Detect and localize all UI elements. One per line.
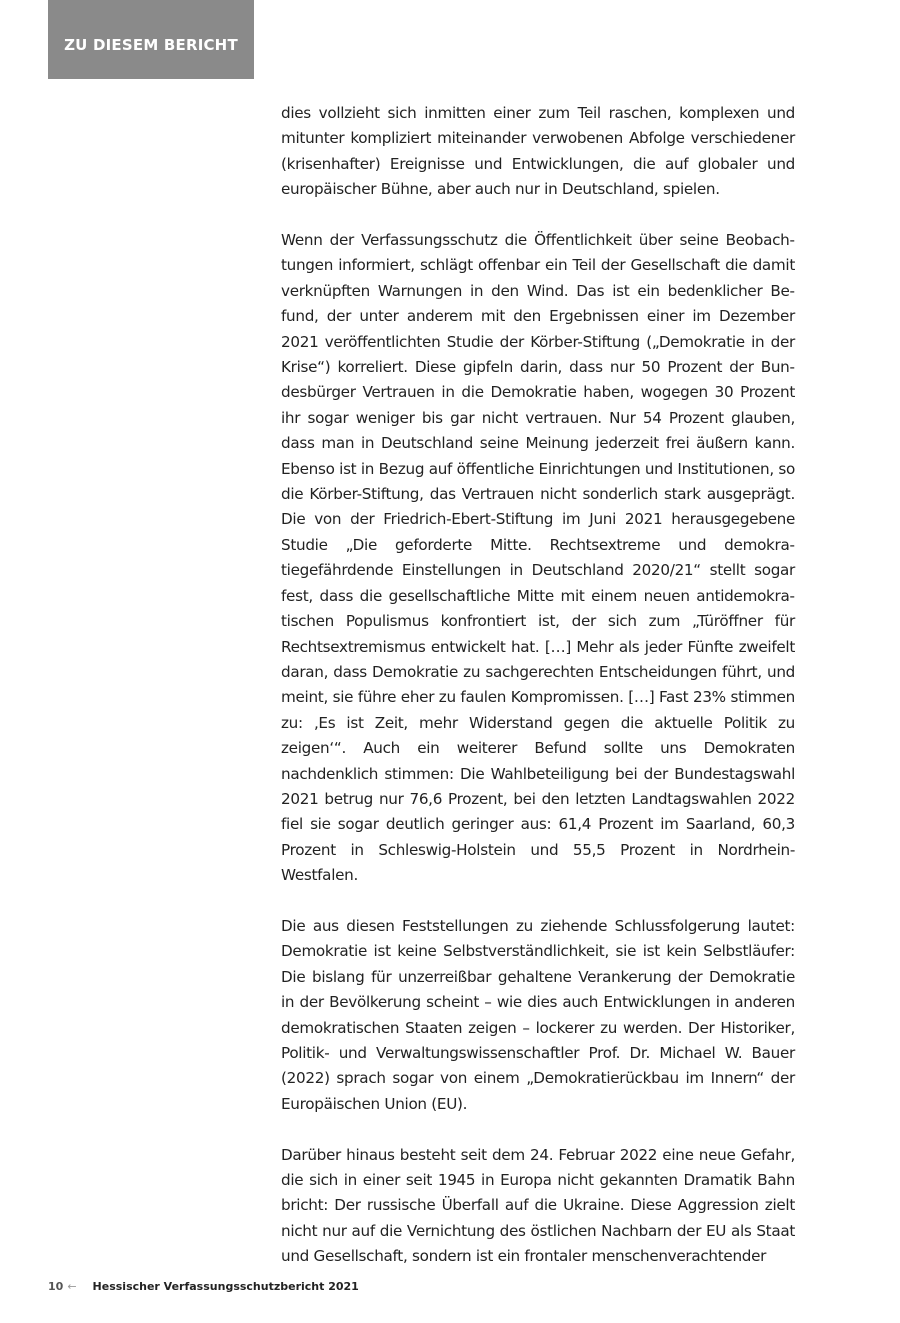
paragraph: Wenn der Verfassungsschutz die Öffentlichkeit über seine Beobachtungen informiert, schlägt offenbar ein Teil der Gesellschaft die damit verknüpften Warnungen in den Wind. Das ist ein bedenklicher Befund, der unter anderem mit den Ergebnissen einer im Dezember 2021 veröffentlichten Studie der Körber-Stiftung („Demokratie in der Krise“) korreliert. Diese gipfeln darin, dass nur 50 Prozent der Bundesbürger Vertrauen in die Demokratie haben, wogegen 30 Prozent ihr sogar weniger bis gar nicht vertrauen. Nur 54 Prozent glauben, dass man in Deutschland seine Meinung jederzeit frei äußern kann. Ebenso ist in Bezug auf öffentliche Einrichtungen und Institutionen, so die Körber-Stiftung, das Vertrauen nicht sonderlich stark ausgeprägt. Die von der Friedrich-Ebert-Stiftung im Juni 2021 herausgegebene Studie „Die geforderte Mitte. Rechtsextreme und demokratiegefährdende Einstellungen in Deutschland 2020/21“ stellt sogar fest, dass die gesellschaftliche Mitte mit einem neuen antidemokratischen Populismus konfrontiert ist, der sich zum „Türöffner für Rechtsextremismus entwickelt hat. […] Mehr als jeder Fünfte zweifelt daran, dass Demokratie zu sachgerechten Entscheidungen führt, und meint, sie führe eher zu faulen Kompromissen. […] Fast 23% stimmen zu: ‚Es ist Zeit, mehr Widerstand gegen die aktuelle Politik zu zeigen‘“. Auch ein weiterer Befund sollte uns Demokraten nachdenklich stimmen: Die Wahlbeteiligung bei der Bundestagswahl 2021 betrug nur 76,6 Prozent, bei den letzten Landtagswahlen 2022 fiel sie sogar deutlich geringer aus: 61,4 Prozent im Saarland, 60,3 Prozent in Schleswig-Holstein und 55,5 Prozent in Nordrhein-Westfalen. xyxy=(281,231,795,885)
page-number: 10 xyxy=(48,1279,64,1293)
footer-title: Hessischer Verfassungsschutzbericht 2021 xyxy=(92,1279,359,1293)
paragraph: dies vollzieht sich inmitten einer zum Teil raschen, komplexen und mitunter kompliziert miteinander verwobenen Abfolge verschiedener (krisenhafter) Ereignisse und Entwicklungen, die auf globaler und europäischer Bühne, aber auch nur in Deutschland, spielen. xyxy=(281,104,795,199)
section-label: ZU DIESEM BERICHT xyxy=(64,35,238,54)
body-text xyxy=(281,101,795,1295)
paragraph: Darüber hinaus besteht seit dem 24. Februar 2022 eine neue Gefahr, die sich in einer seit 1945 in Europa nicht gekannten Dramatik Bahn bricht: Der russische Überfall auf die Ukraine. Diese Aggression zielt nicht nur auf die Vernichtung des östlichen Nachbarn der EU als Staat und Gesellschaft, sondern ist ein frontaler menschenverachtender xyxy=(281,1145,795,1266)
section-tab xyxy=(48,0,254,79)
arrow-left-icon[interactable]: ← xyxy=(67,1279,77,1293)
paragraph: Die aus diesen Feststellungen zu ziehende Schlussfolgerung lautet: Demokratie ist keine Selbstverständlichkeit, sie ist kein Selbstläufer: Die bislang für unzerreißbar gehaltene Verankerung der Demokratie in der Bevölkerung scheint – wie dies auch Entwicklungen in anderen demokratischen Staaten zeigen – lockerer zu werden. Der Historiker, Politik- und Verwaltungswissenschaftler Prof. Dr. Michael W. Bauer (2022) sprach sogar von einem „Demokratierückbau im Innern“ der Europäischen Union (EU). xyxy=(281,916,795,1113)
page-footer xyxy=(48,1278,359,1294)
